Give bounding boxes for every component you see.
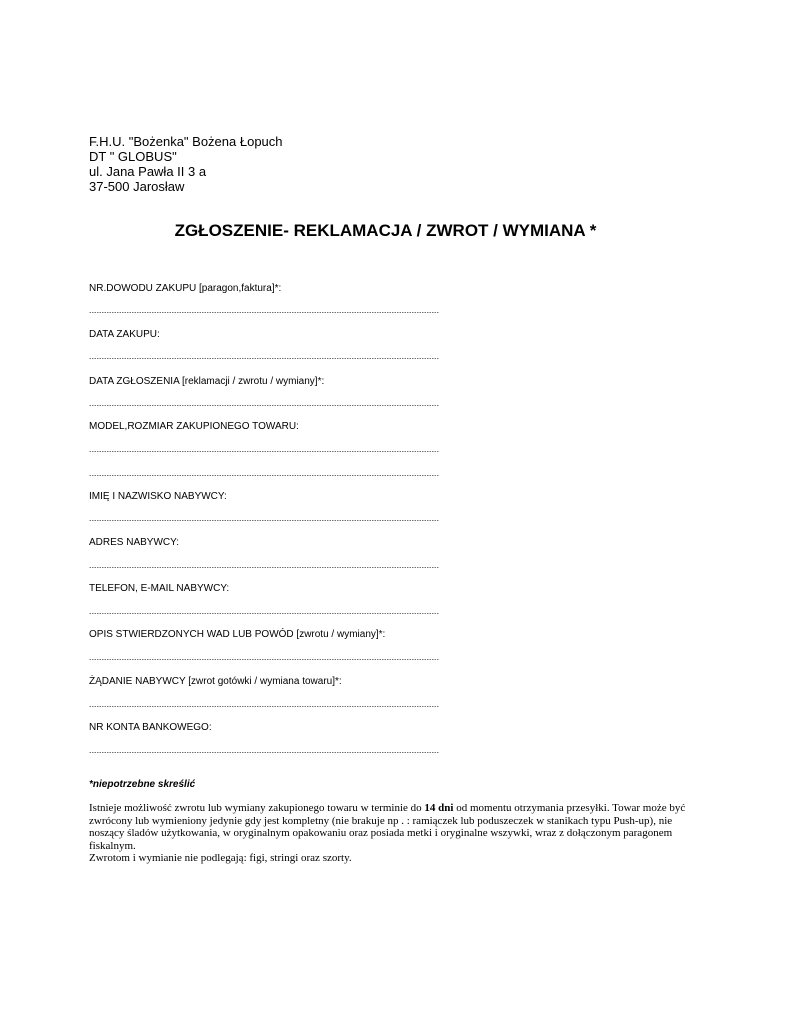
- postal-city: 37-500 Jarosław: [89, 179, 185, 194]
- field-label-buyer-request: ŻĄDANIE NABYWCY [zwrot gotówki / wymiana towaru]*:: [89, 676, 342, 687]
- company-address: [89, 134, 283, 194]
- terms-text: [89, 802, 689, 852]
- field-line-buyer-contact[interactable]: [89, 612, 439, 615]
- terms-paragraph: [89, 802, 689, 865]
- field-line-model-size-2[interactable]: [89, 474, 439, 477]
- field-label-buyer-address: ADRES NABYWCY:: [89, 537, 180, 548]
- field-line-receipt-number[interactable]: [89, 311, 439, 314]
- field-line-report-date[interactable]: [89, 404, 439, 407]
- terms-text-part2: od momentu otrzymania przesyłki. Towar może być zwrócony lub wymieniony jedynie gdy jest kompletny (nie brakuje np . : ramiączek lub poduszeczek w stanikach typu Push-up), nie noszący śladów użytkowania, w oryginalnym opakowaniu oraz posiada metki i oryginalne wszywki, wraz z dołączonym paragonem fiskalnym.: [89, 802, 686, 852]
- field-line-bank-account[interactable]: [89, 751, 439, 754]
- field-label-model-size: MODEL,ROZMIAR ZAKUPIONEGO TOWARU:: [89, 421, 299, 432]
- field-label-receipt-number: NR.DOWODU ZAKUPU [paragon,faktura]*:: [89, 283, 282, 294]
- field-line-buyer-name[interactable]: [89, 519, 439, 522]
- field-line-model-size-1[interactable]: [89, 450, 439, 453]
- field-label-report-date: DATA ZGŁOSZENIA [reklamacji / zwrotu / wymiany]*:: [89, 376, 325, 387]
- street-address: ul. Jana Pawła II 3 a: [89, 164, 207, 179]
- field-label-buyer-name: IMIĘ I NAZWISKO NABYWCY:: [89, 491, 227, 502]
- field-line-purchase-date[interactable]: [89, 357, 439, 360]
- company-name: F.H.U. "Bożenka" Bożena Łopuch: [89, 134, 283, 149]
- footnote: *niepotrzebne skreślić: [89, 779, 196, 790]
- field-line-defect-description[interactable]: [89, 658, 439, 661]
- terms-deadline: 14 dni: [424, 802, 454, 814]
- form-title-text: ZGŁOSZENIE- REKLAMACJA / ZWROT / WYMIANA *: [174, 221, 597, 240]
- store-name: DT " GLOBUS": [89, 149, 177, 164]
- field-label-defect-description: OPIS STWIERDZONYCH WAD LUB POWÓD [zwrotu / wymiany]*:: [89, 629, 386, 640]
- terms-exclusions: Zwrotom i wymianie nie podlegają: figi, stringi oraz szorty.: [89, 852, 352, 864]
- terms-text-part1: Istnieje możliwość zwrotu lub wymiany zakupionego towaru w terminie do: [89, 802, 425, 814]
- field-label-buyer-contact: TELEFON, E-MAIL NABYWCY:: [89, 583, 230, 594]
- field-label-bank-account: NR KONTA BANKOWEGO:: [89, 722, 212, 733]
- field-line-buyer-request[interactable]: [89, 705, 439, 708]
- field-label-purchase-date: DATA ZAKUPU:: [89, 329, 160, 340]
- form-title: [0, 221, 791, 241]
- field-line-buyer-address[interactable]: [89, 566, 439, 569]
